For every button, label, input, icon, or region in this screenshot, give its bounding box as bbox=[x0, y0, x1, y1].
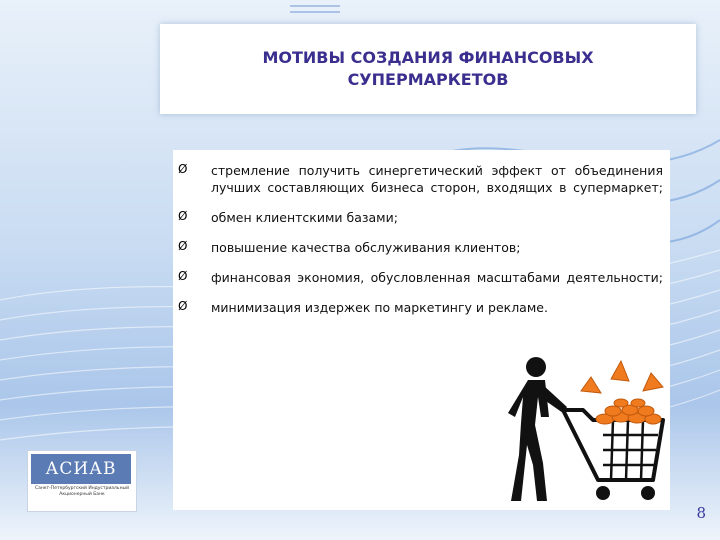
page-number: 8 bbox=[696, 504, 706, 522]
content-panel bbox=[173, 150, 670, 510]
bullet-text: повышение качества обслуживания клиентов; bbox=[211, 240, 521, 255]
arrow-bullet-icon: Ø bbox=[178, 269, 188, 283]
title-box bbox=[160, 24, 696, 114]
bank-logo bbox=[27, 450, 137, 512]
logo-subtitle: Санкт-Петербургский Индустриальный Акционерный Банк bbox=[35, 486, 129, 497]
bullet-item bbox=[173, 269, 663, 286]
arrow-bullet-icon: Ø bbox=[178, 209, 188, 223]
arrow-bullet-icon: Ø bbox=[178, 239, 188, 253]
arrow-bullet-icon: Ø bbox=[178, 162, 188, 176]
bullet-item bbox=[173, 209, 663, 226]
slide-title: МОТИВЫ СОЗДАНИЯ ФИНАНСОВЫХ СУПЕРМАРКЕТОВ bbox=[262, 48, 594, 89]
bullet-list bbox=[173, 162, 663, 329]
bullet-text: обмен клиентскими базами; bbox=[211, 210, 398, 225]
bullet-text: стремление получить синергетический эффект от объединения лучших составляющих бизнеса сторон, входящих в супермаркет; bbox=[211, 163, 663, 195]
bullet-text: финансовая экономия, обусловленная масштабами деятельности; bbox=[211, 270, 663, 285]
bullet-item bbox=[173, 239, 663, 256]
arrow-bullet-icon: Ø bbox=[178, 299, 188, 313]
bullet-item bbox=[173, 162, 663, 196]
logo-emblem: АСИАВ bbox=[31, 454, 131, 484]
bullet-item bbox=[173, 299, 663, 316]
person-with-shopping-cart-icon bbox=[503, 355, 668, 505]
bullet-text: минимизация издержек по маркетингу и рекламе. bbox=[211, 300, 548, 315]
